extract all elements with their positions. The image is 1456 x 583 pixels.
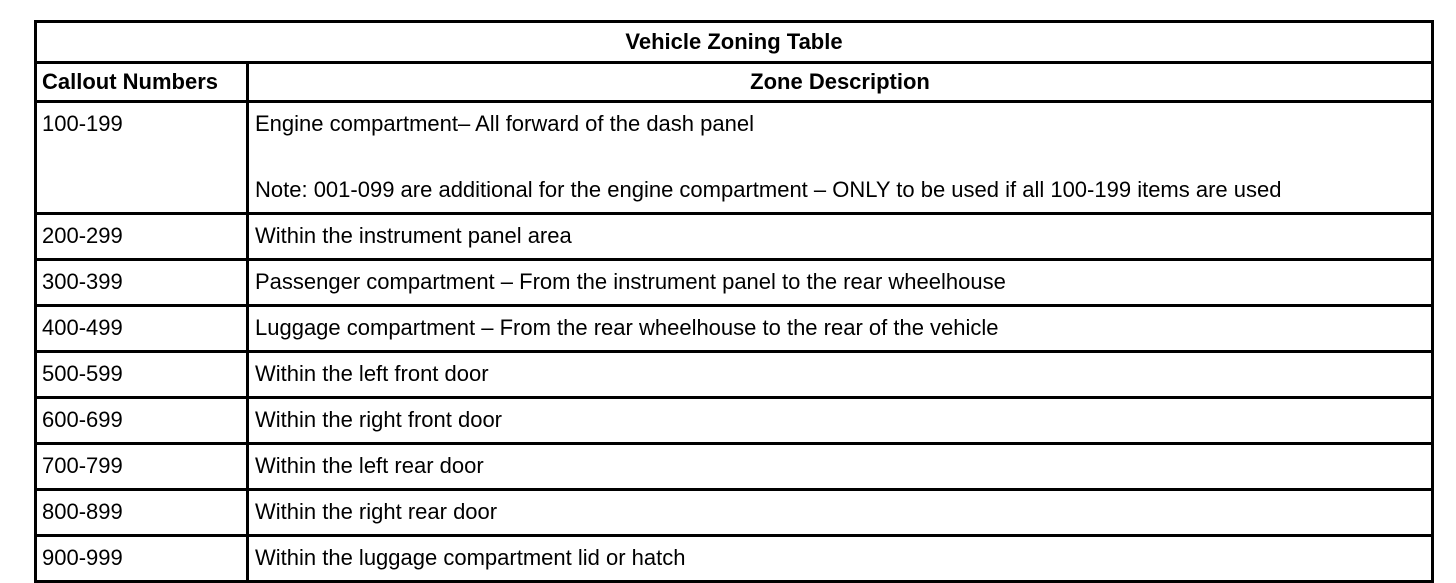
callout-range: 800-899: [36, 490, 248, 536]
table-row: [36, 444, 1433, 490]
zone-description: Passenger compartment – From the instrument panel to the rear wheelhouse: [248, 260, 1433, 306]
table-title: Vehicle Zoning Table: [36, 22, 1433, 63]
table-row: [36, 536, 1433, 582]
zone-description: Within the right rear door: [248, 490, 1433, 536]
zone-note: Note: 001-099 are additional for the engine compartment – ONLY to be used if all 100-199 items are used: [255, 177, 1282, 202]
zone-description: Within the left rear door: [248, 444, 1433, 490]
table-row: [36, 102, 1433, 214]
callout-range: 200-299: [36, 214, 248, 260]
table-row: [36, 398, 1433, 444]
callout-range: 300-399: [36, 260, 248, 306]
zone-description: Within the instrument panel area: [248, 214, 1433, 260]
zone-description-text: Engine compartment– All forward of the dash panel: [255, 111, 754, 136]
zone-description: Within the left front door: [248, 352, 1433, 398]
vehicle-zoning-table: [34, 20, 1434, 583]
callout-range: 600-699: [36, 398, 248, 444]
zone-description: Luggage compartment – From the rear wheelhouse to the rear of the vehicle: [248, 306, 1433, 352]
zone-description: [248, 102, 1433, 214]
table-row: [36, 352, 1433, 398]
callout-range: 900-999: [36, 536, 248, 582]
table-row: [36, 490, 1433, 536]
table-row: [36, 306, 1433, 352]
header-callout-numbers: Callout Numbers: [36, 63, 248, 102]
table-title-row: [36, 22, 1433, 63]
table-row: [36, 214, 1433, 260]
table-header-row: [36, 63, 1433, 102]
zone-description: Within the luggage compartment lid or hatch: [248, 536, 1433, 582]
zone-description: Within the right front door: [248, 398, 1433, 444]
table-row: [36, 260, 1433, 306]
callout-range: 100-199: [36, 102, 248, 214]
vehicle-zoning-table-container: [34, 20, 1431, 583]
header-zone-description: Zone Description: [248, 63, 1433, 102]
callout-range: 400-499: [36, 306, 248, 352]
callout-range: 700-799: [36, 444, 248, 490]
callout-range: 500-599: [36, 352, 248, 398]
